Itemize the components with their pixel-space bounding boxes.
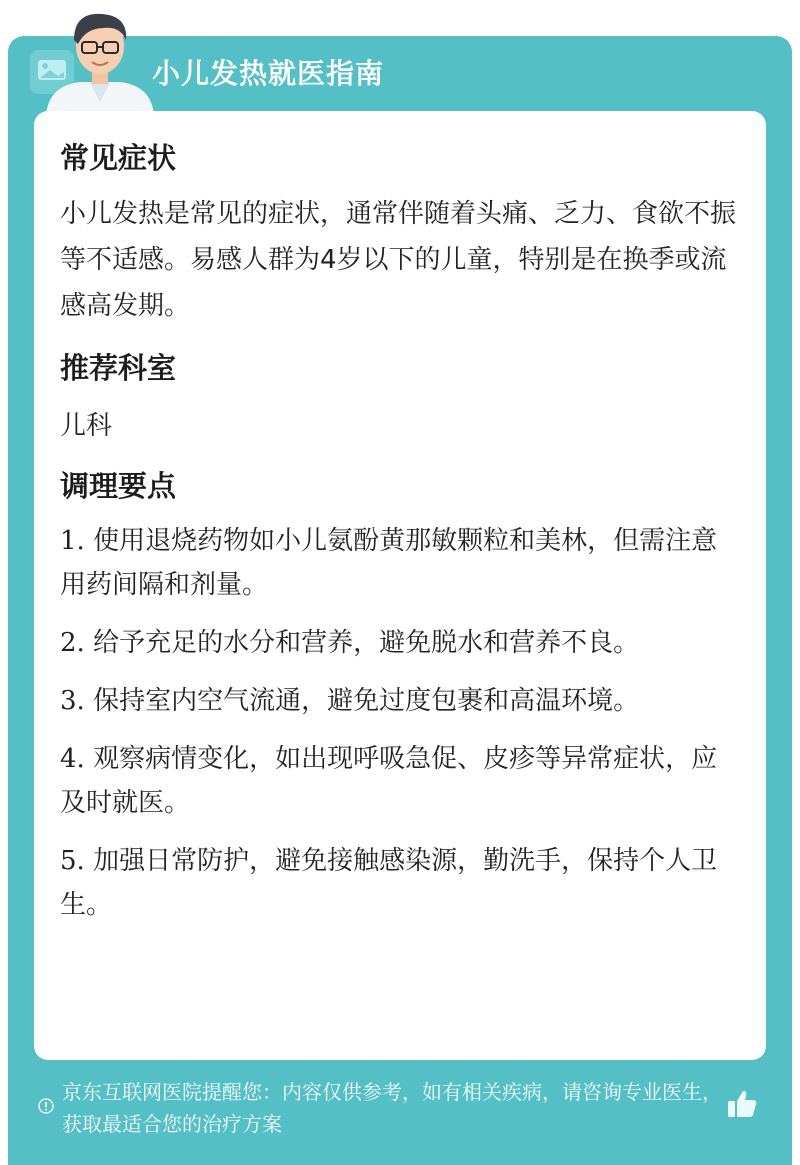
department-text: 儿科 bbox=[60, 411, 113, 441]
department-section bbox=[60, 345, 738, 449]
list-item-text: 使用退烧药物如小儿氨酚黄那敏颗粒和美林，但需注意用药间隔和剂量。 bbox=[60, 526, 718, 600]
care-section bbox=[60, 463, 738, 927]
list-item bbox=[60, 621, 738, 665]
list-item-number: 5. bbox=[60, 846, 85, 876]
list-item-number: 1. bbox=[60, 526, 85, 556]
symptoms-title: 常见症状 bbox=[60, 141, 177, 175]
content-card bbox=[34, 111, 766, 1060]
list-item-number: 3. bbox=[60, 686, 85, 716]
list-item-text: 保持室内空气流通，避免过度包裹和高温环境。 bbox=[93, 686, 640, 716]
symptoms-text: 小儿发热是常见的症状，通常伴随着头痛、乏力、食欲不振等不适感。易感人群为4岁以下的儿童，特别是在换季或流感高发期。 bbox=[60, 199, 737, 321]
list-item bbox=[60, 839, 738, 927]
list-item-number: 4. bbox=[60, 744, 85, 774]
list-item-text: 给予充足的水分和营养，避免脱水和营养不良。 bbox=[93, 628, 640, 658]
list-item-text: 观察病情变化，如出现呼吸急促、皮疹等异常症状，应及时就医。 bbox=[60, 744, 718, 818]
department-title: 推荐科室 bbox=[60, 351, 177, 385]
page-title: 小儿发热就医指南 bbox=[152, 57, 385, 90]
list-item bbox=[60, 679, 738, 723]
list-item-text: 加强日常防护，避免接触感染源，勤洗手，保持个人卫生。 bbox=[60, 846, 718, 920]
symptoms-section bbox=[60, 135, 738, 329]
thumbs-up-icon[interactable] bbox=[724, 1086, 760, 1122]
list-item bbox=[60, 519, 738, 607]
list-item bbox=[60, 737, 738, 825]
care-title: 调理要点 bbox=[60, 469, 177, 503]
care-list bbox=[60, 519, 738, 927]
list-item-number: 2. bbox=[60, 628, 85, 658]
disclaimer-text: 京东互联网医院提醒您：内容仅供参考，如有相关疾病，请咨询专业医生，获取最适合您的治疗方案 bbox=[62, 1080, 722, 1136]
info-icon bbox=[38, 1098, 54, 1114]
